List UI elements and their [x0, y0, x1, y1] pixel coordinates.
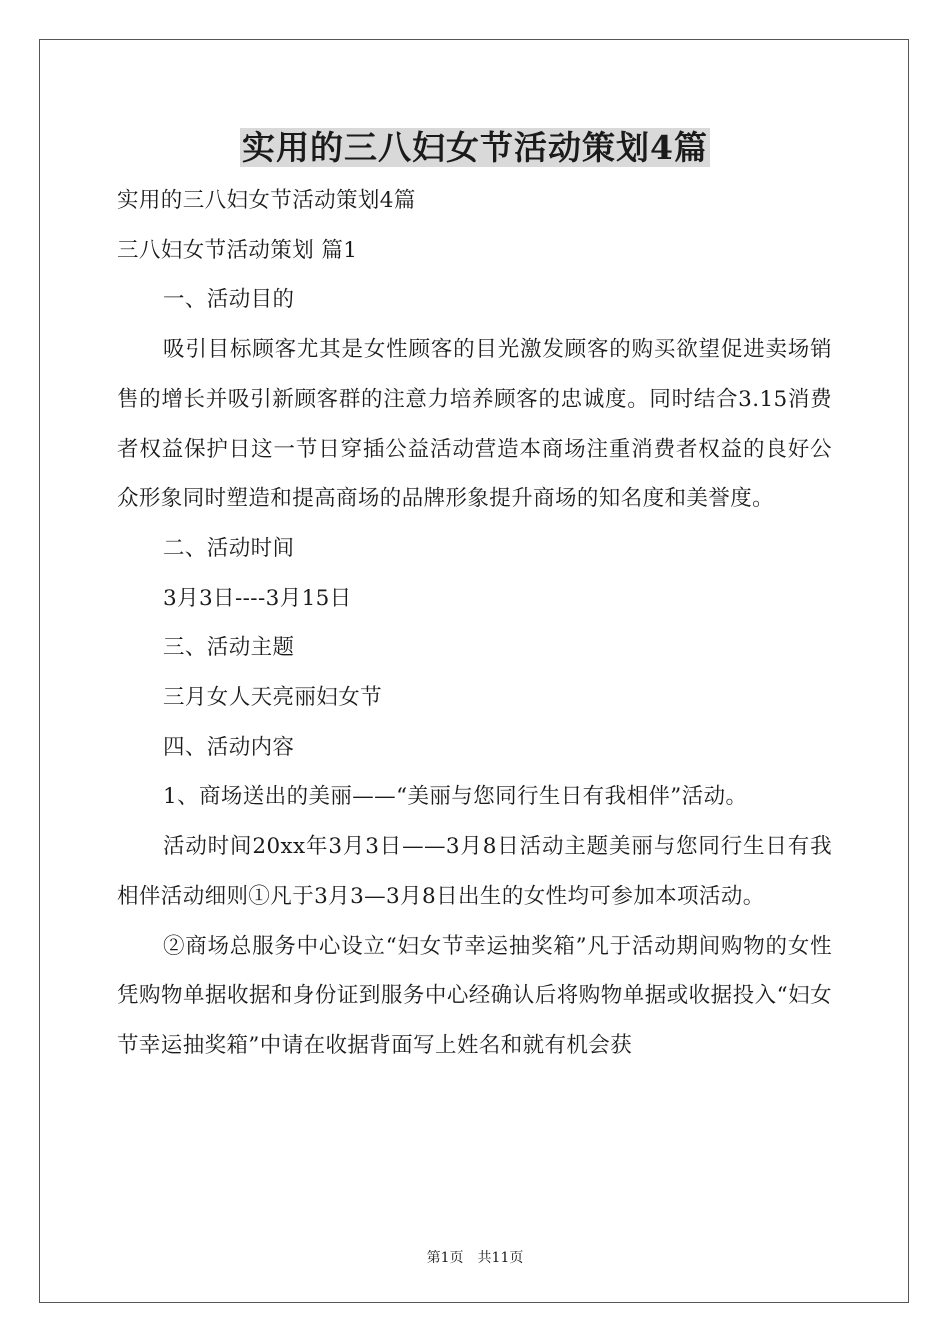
paragraph-content-item-1-rule-2: ②商场总服务中心设立“妇女节幸运抽奖箱”凡于活动期间购物的女性凭购物单据收据和身份证到服务中心经确认后将购物单据或收据投入“妇女节幸运抽奖箱”中请在收据背面写上姓名和就有机会获 — [117, 933, 832, 1058]
page-number-label: 第1页 共11页 — [426, 1250, 524, 1266]
paragraph-theme-body: 三月女人天亮丽妇女节 — [163, 685, 383, 711]
document-title — [0, 124, 950, 172]
section-heading: 三八妇女节活动策划 篇1 — [117, 237, 358, 263]
document-body — [117, 176, 832, 1071]
page-footer — [0, 1247, 950, 1267]
paragraph-time-body: 3月3日----3月15日 — [163, 585, 352, 611]
subtitle-line: 实用的三八妇女节活动策划4篇 — [117, 188, 416, 213]
paragraph-purpose-body: 吸引目标顾客尤其是女性顾客的目光激发顾客的购买欲望促进卖场销售的增长并吸引新顾客群的注意力培养顾客的忠诚度。同时结合3.15消费者权益保护日这一节日穿插公益活动营造本商场注重消费者权益的良好公众形象同时塑造和提高商场的品牌形象提升商场的知名度和美誉度。 — [117, 337, 832, 512]
paragraph-time-heading: 二、活动时间 — [163, 535, 295, 561]
document-title-text: 实用的三八妇女节活动策划4篇 — [242, 128, 708, 167]
paragraph-content-item-1-detail: 活动时间20xx年3月3日——3月8日活动主题美丽与您同行生日有我相伴活动细则①凡于3月3—3月8日出生的女性均可参加本项活动。 — [117, 834, 832, 909]
paragraph-content-item-1: 1、商场送出的美丽——“美丽与您同行生日有我相伴”活动。 — [163, 784, 748, 810]
paragraph-purpose-heading: 一、活动目的 — [163, 287, 295, 313]
paragraph-content-heading: 四、活动内容 — [163, 734, 295, 760]
paragraph-theme-heading: 三、活动主题 — [163, 635, 295, 661]
